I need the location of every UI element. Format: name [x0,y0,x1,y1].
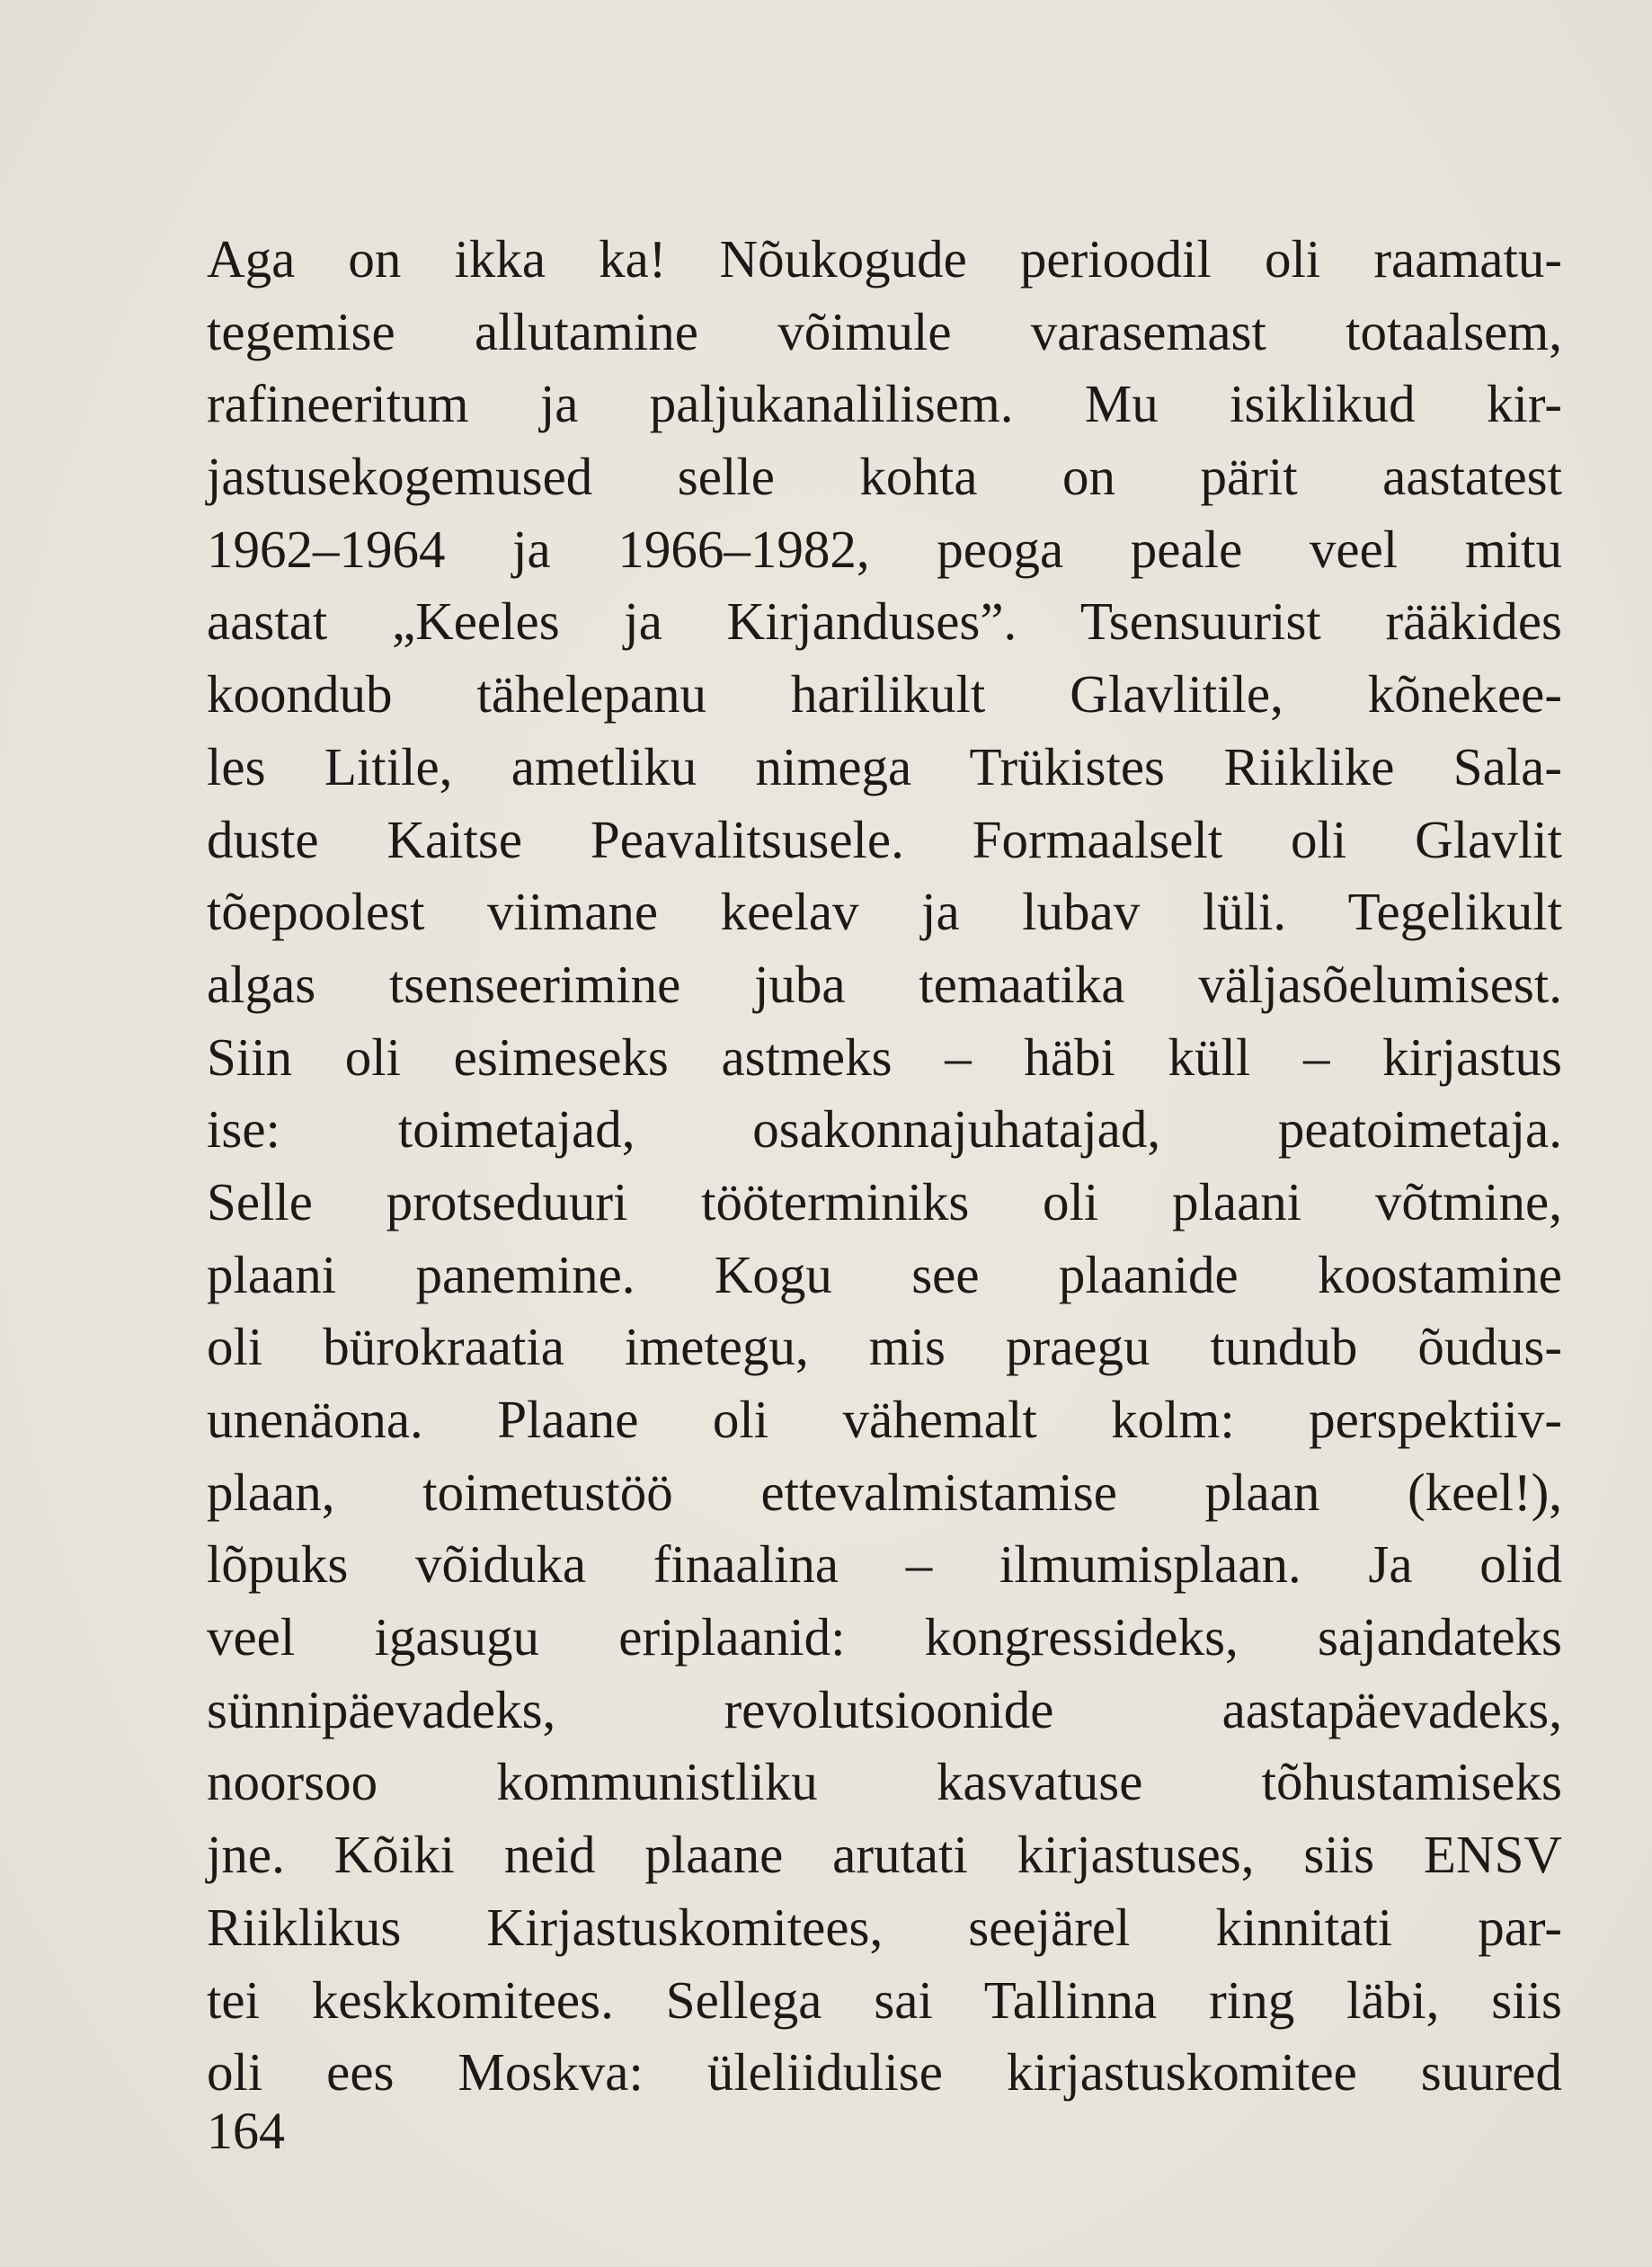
text-line: algas tsenseerimine juba temaatika väljasõelumisest. [207,954,1562,1014]
text-line: rafineeritum ja paljukanalilisem. Mu isiklikud kir- [207,374,1562,434]
text-line: Selle protseduuri tööterminiks oli plaani võtmine, [207,1171,1562,1231]
page-number: 164 [207,2102,285,2160]
text-line: duste Kaitse Peavalitsusele. Formaalselt oli Glavlit [207,809,1562,869]
text-line: unenäona. Plaane oli vähemalt kolm: perspektiiv- [207,1390,1562,1449]
text-line: jne. Kõiki neid plaane arutati kirjastuses, siis ENSV [207,1825,1562,1885]
text-line: ise: toimetajad, osakonnajuhatajad, peatoimetaja. [207,1099,1562,1160]
text-line: sünnipäevadeks, revolutsioonide aastapäevadeks, [207,1679,1562,1739]
text-line: tõepoolest viimane keelav ja lubav lüli. Tegelikult [207,882,1562,942]
text-line: plaani panemine. Kogu see plaanide koostamine [207,1244,1562,1304]
text-line: jastusekogemused selle kohta on pärit aastatest [207,447,1562,507]
text-line: Siin oli esimeseks astmeks – häbi küll – kirjastus [207,1027,1562,1087]
text-line: lõpuks võiduka finaalina – ilmumisplaan. Ja olid [207,1534,1562,1595]
text-line: les Litile, ametliku nimega Trükistes Riiklike Sala- [207,736,1562,796]
text-line: oli bürokraatia imetegu, mis praegu tundub õudus- [207,1317,1562,1377]
text-line: tei keskkomitees. Sellega sai Tallinna ring läbi, siis [207,1969,1562,2030]
text-line: Riiklikus Kirjastuskomitees, seejärel kinnitati par- [207,1897,1562,1957]
body-text [207,223,1562,2109]
text-line: Aga on ikka ka! Nõukogude perioodil oli raamatu- [207,229,1562,289]
text-line: plaan, toimetustöö ettevalmistamise plaan (keel!), [207,1462,1562,1522]
text-line: aastat „Keeles ja Kirjanduses”. Tsensuurist rääkides [207,591,1562,652]
text-line: tegemise allutamine võimule varasemast totaalsem, [207,301,1562,361]
text-line: oli ees Moskva: üleliidulise kirjastuskomitee suured [207,2042,1562,2103]
text-line: koondub tähelepanu harilikult Glavlitile, kõnekee- [207,664,1562,725]
text-line: noorsoo kommunistliku kasvatuse tõhustamiseks [207,1752,1562,1812]
text-line: veel igasugu eriplaanid: kongressideks, sajandateks [207,1607,1562,1667]
text-line: 1962–1964 ja 1966–1982, peoga peale veel mitu [207,519,1562,579]
